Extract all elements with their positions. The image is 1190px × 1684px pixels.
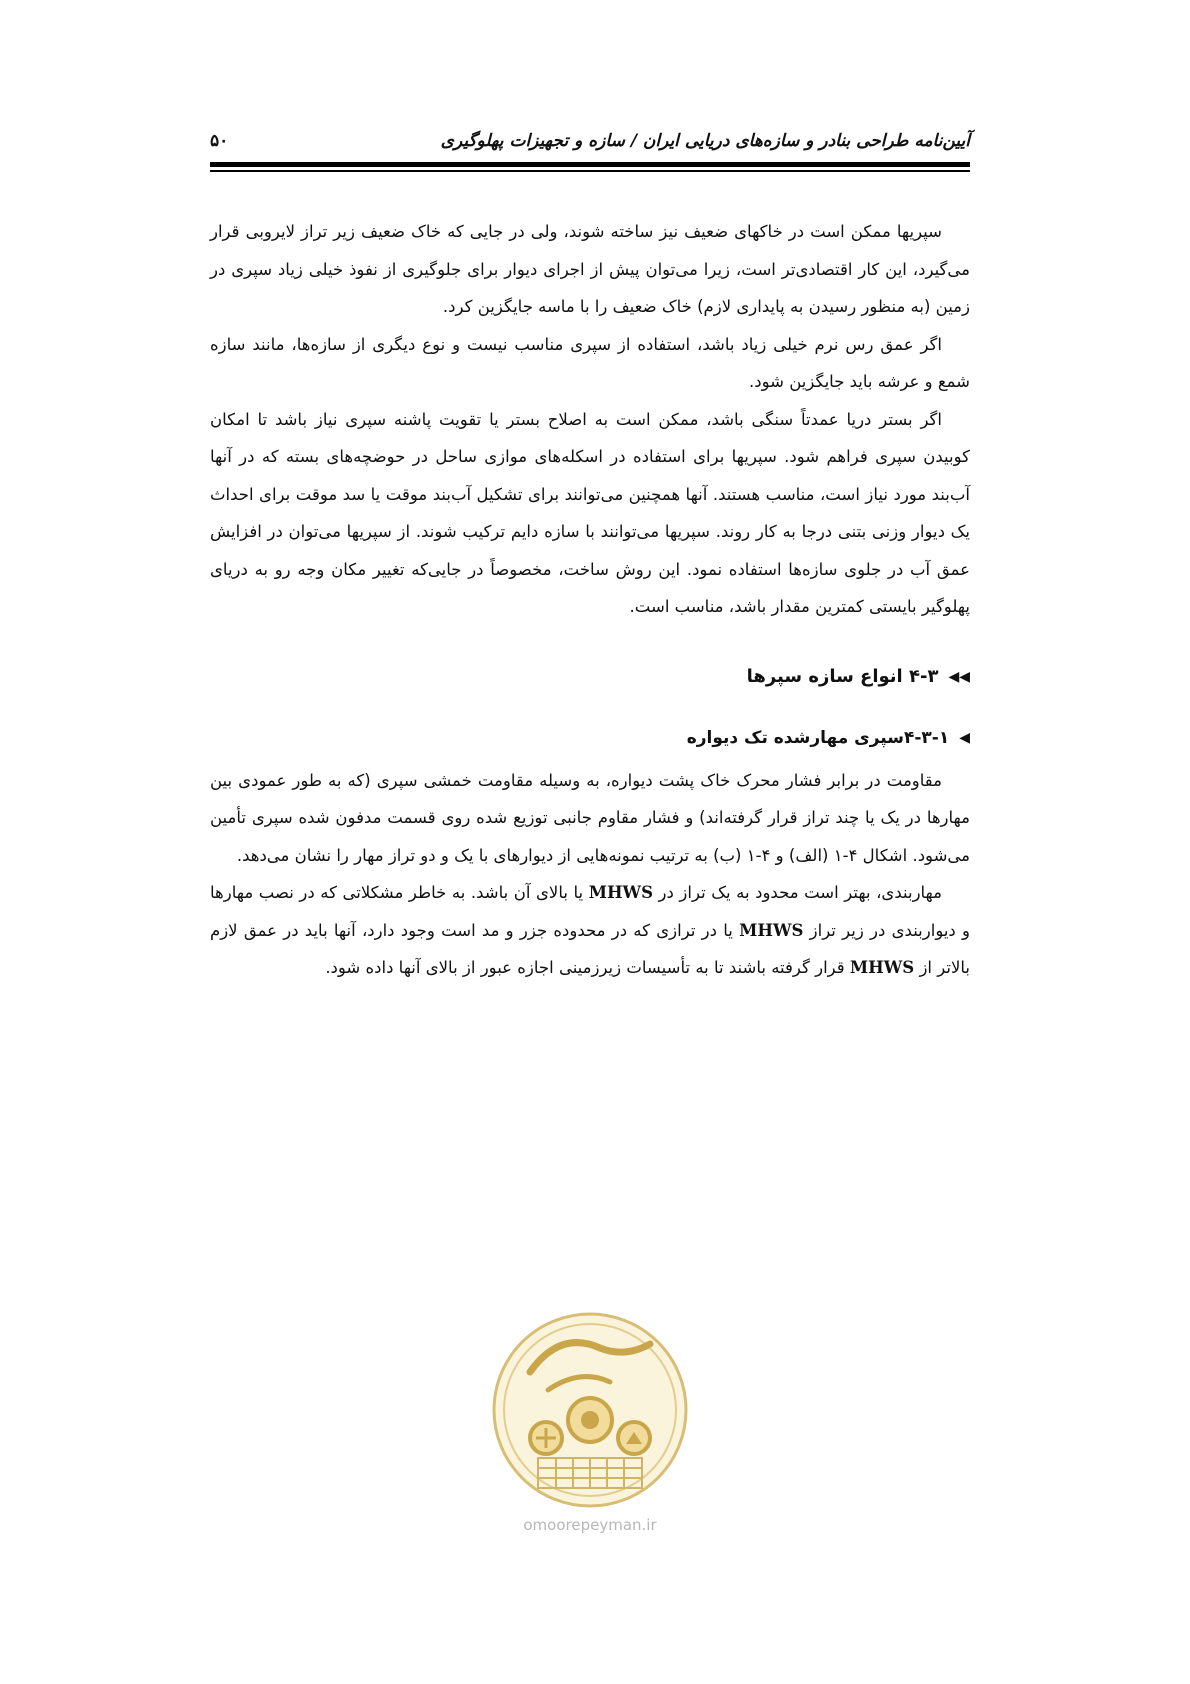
header-rule-thick bbox=[210, 162, 970, 167]
paragraph-5-part-2: یا بالای آن باشد. به خاطر مشکلاتی که در نصب مهارها و دیواربندی در زیر تراز bbox=[210, 883, 970, 940]
page-number: ۵۰ bbox=[210, 131, 229, 151]
watermark-site: omoorepeyman.ir bbox=[523, 1516, 657, 1534]
omoore-peyman-seal-icon bbox=[490, 1310, 690, 1510]
term-mhws: MHWS bbox=[849, 958, 915, 977]
paragraph-5-part-3: یا در ترازی که در محدوده جزر و مد است وجود دارد، آنها باید در عمق لازم بالاتر از bbox=[210, 920, 970, 977]
paragraph-4: مقاومت در برابر فشار محرک خاک پشت دیواره، به وسیله مقاومت خمشی سپری (که به طور عمودی بین مهارها در یک یا چند تراز قرار گرفته‌اند) و فشار مقاوم جانبی توزیع شده روی قسمت مدفون شده سپری تأمین می‌شود. اشکال ۴-۱ (الف) و ۴-۱ (ب) به ترتیب نمونه‌هایی از دیوارهای با یک و دو تراز مهار را نشان می‌دهد. bbox=[210, 770, 970, 865]
paragraph-5-part-1: مهاربندی، بهتر است محدود به یک تراز در bbox=[653, 883, 943, 902]
arrow-left-icon: ◀ bbox=[959, 729, 970, 746]
section-heading bbox=[210, 657, 970, 697]
running-title: آیین‌نامه طراحی بنادر و سازه‌های دریایی ایران / سازه و تجهیزات پهلوگیری bbox=[440, 131, 970, 151]
header-rule-thin bbox=[210, 170, 970, 172]
paragraph-5 bbox=[210, 874, 970, 987]
subsection-title: ۴-۳-۱سپری مهارشده تک دیواره bbox=[686, 727, 950, 748]
paragraph-3: اگر بستر دریا عمدتاً سنگی باشد، ممکن است به اصلاح بستر یا تقویت پاشنه سپری نیاز باشد تا امکان کوبیدن سپری فراهم شود. سپریها برای استفاده در اسکله‌های موازی ساحل در حوضچه‌های بسته که در آنها آب‌بند مورد نیاز است، مناسب هستند. آنها همچنین می‌توانند برای تشکیل آب‌بند موقت یا سد موقت برای احداث یک دیوار وزنی بتنی درجا به کار روند. سپریها می‌توانند با سازه دایم ترکیب شوند. از سپریها می‌توان در افزایش عمق آب در جلوی سازه‌ها استفاده نمود. این روش ساخت، مخصوصاً در جایی‌که تغییر مکان وجه رو به دریای پهلوگیر بایستی کمترین مقدار باشد، مناسب است. bbox=[210, 409, 970, 616]
double-arrow-left-icon: ◀◀ bbox=[948, 668, 970, 685]
term-mhws: MHWS bbox=[588, 883, 653, 902]
page-body bbox=[210, 213, 970, 987]
page-header bbox=[210, 126, 970, 156]
paragraph-5-part-4: قرار گرفته باشند تا به تأسیسات زیرزمینی اجازه عبور از بالای آنها داده شود. bbox=[325, 958, 850, 977]
subsection-heading bbox=[210, 719, 970, 757]
paragraph-2: اگر عمق رس نرم خیلی زیاد باشد، استفاده از سپری مناسب نیست و نوع دیگری از سازه‌ها، مانند سازه شمع و عرشه باید جایگزین شود. bbox=[210, 334, 970, 391]
term-mhws: MHWS bbox=[739, 920, 804, 940]
section-title: ۴-۳ انواع سازه سپرها bbox=[746, 665, 939, 687]
paragraph-1: سپریها ممکن است در خاکهای ضعیف نیز ساخته شوند، ولی در جایی که خاک ضعیف زیر تراز لایروبی قرار می‌گیرد، این کار اقتصادی‌تر است، زیرا می‌توان پیش از اجرای دیوار برای جلوگیری از نفوذ خیلی زیاد سپری در زمین (به منظور رسیدن به پایداری لازم) خاک ضعیف را با ماسه جایگزین کرد. bbox=[210, 222, 970, 316]
